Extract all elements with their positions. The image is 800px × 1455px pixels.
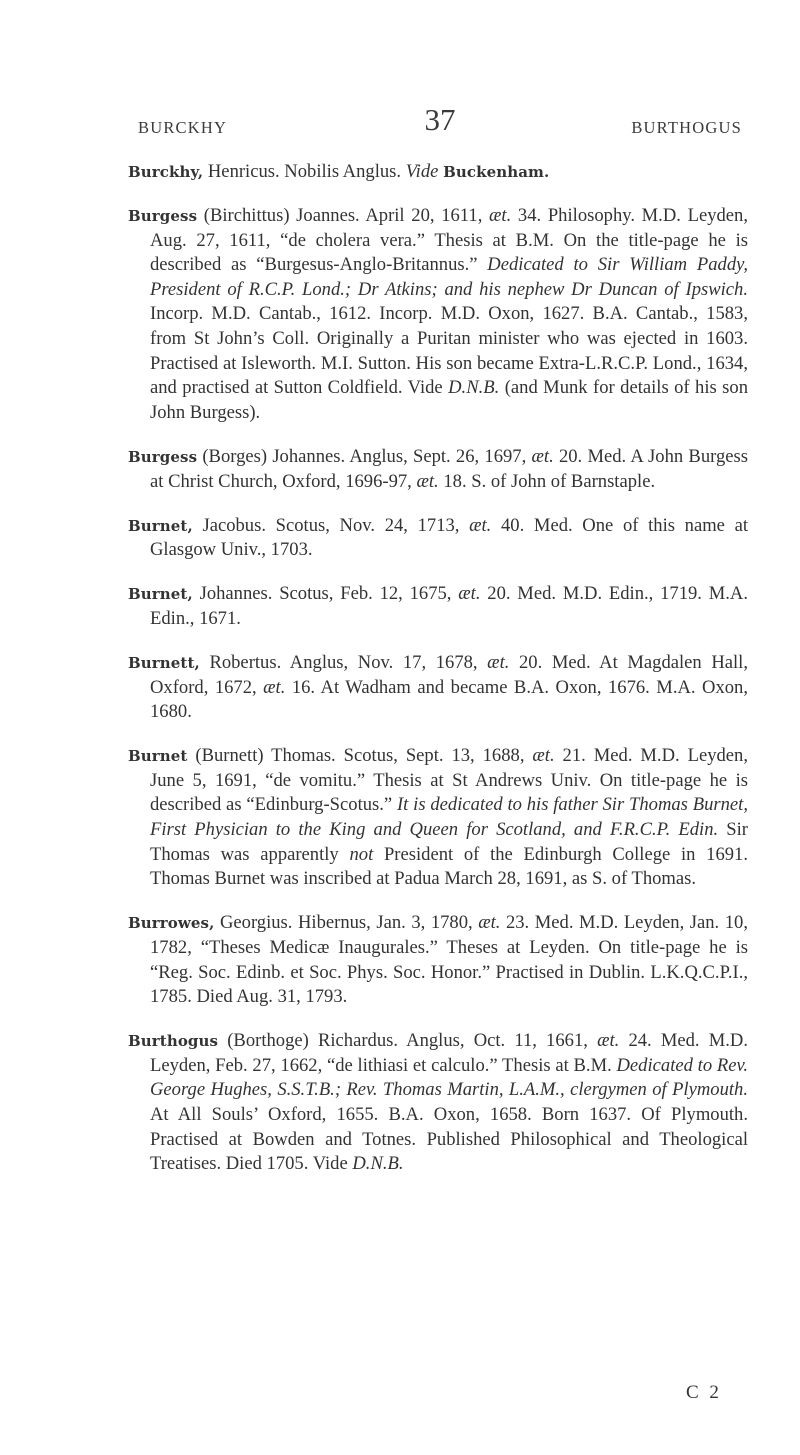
italic-text: æt. <box>531 445 554 467</box>
entry <box>128 744 748 892</box>
italic-text: æt. <box>478 912 501 934</box>
entry-text: 24. Med. M.D. Leyden, Feb. 27, 1662, “de lithiasi et calculo.” Thesis at B.M. <box>150 1030 748 1076</box>
entry-text: Incorp. M.D. Cantab., 1612. Incorp. M.D. Oxon, 1627. B.A. Cantab., 1583, from St John’s Coll. Originally a Puritan minister who was ejected in 1603. Practised at Isleworth. M.I. Sutton. His son became Extra-L.R.C.P. Lond., 1634, and practised at Sutton Coldfield. Vide <box>150 303 748 399</box>
entry-text: (Borthoge) Richardus. Anglus, Oct. 11, 1661, <box>218 1030 598 1052</box>
entry-text: (Birchittus) Joannes. April 20, 1611, <box>197 205 490 227</box>
entry-text: (Borges) Johannes. Anglus, Sept. 26, 1697, <box>197 445 532 467</box>
italic-text: æt. <box>469 514 492 536</box>
running-header <box>138 100 742 140</box>
entry-headword: Burnet, <box>128 585 193 604</box>
entry-text: (and Munk for details of his son John Burgess). <box>150 377 748 423</box>
entry <box>128 514 748 563</box>
italic-text: Vide <box>405 161 439 182</box>
entry-headword: Burgess <box>128 447 198 466</box>
entry <box>128 651 748 725</box>
entry-text: 18. S. of John of Barnstaple. <box>438 470 656 492</box>
entry-text: Jacobus. Scotus, Nov. 24, 1713, <box>192 514 470 536</box>
entry <box>128 204 748 425</box>
entry-text: 23. Med. M.D. Leyden, Jan. 10, 1782, “Theses Medicæ Inaugurales.” Theses at Leyden. On title-page he is “Reg. Soc. Edinb. et Soc. Phys. Soc. Honor.” Practised in Dublin. L.K.Q.C.P.I., 1785. Died Aug. 31, 1793. <box>150 912 748 1008</box>
entry-text: 20. Med. M.D. Edin., 1719. M.A. Edin., 1671. <box>150 583 748 629</box>
signature-mark: C 2 <box>686 1382 722 1403</box>
italic-text: æt. <box>458 583 481 605</box>
entry-headword: Burnett, <box>128 654 200 672</box>
entry-text: Sir Thomas was apparently <box>150 819 748 865</box>
entry-list <box>128 160 748 1196</box>
entry-headword: Burrowes, <box>128 914 215 933</box>
entry-text: Georgius. Hibernus, Jan. 3, 1780, <box>214 912 479 934</box>
entry-text: At All Souls’ Oxford, 1655. B.A. Oxon, 1658. Born 1637. Of Plymouth. Practised at Bowden and Totnes. Published Philosophical and Theological Treatises. Died 1705. Vide <box>150 1104 748 1175</box>
entry-text: 20. Med. A John Burgess at Christ Church, Oxford, 1696-97, <box>150 445 749 492</box>
italic-text: D.N.B. <box>352 1153 404 1175</box>
entry-text: President of the Edinburgh College in 1691. Thomas Burnet was inscribed at Padua March 28, 1691, as S. of Thomas. <box>150 843 748 890</box>
cross-reference: Buckenham. <box>443 163 550 181</box>
entry-text: 21. Med. M.D. Leyden, June 5, 1691, “de vomitu.” Thesis at St Andrews Univ. On title-page he is described as “Edinburg-Scotus.” <box>150 745 748 816</box>
entry-text: 40. Med. One of this name at Glasgow Univ., 1703. <box>150 514 748 561</box>
entry-text: Henricus. Nobilis Anglus. <box>203 161 406 182</box>
italic-text: æt. <box>597 1030 620 1052</box>
entry-headword: Burnet, <box>128 516 193 535</box>
entry-text: Robertus. Anglus, Nov. 17, 1678, <box>199 652 488 673</box>
entry-headword: Burckhy, <box>128 163 204 181</box>
entry-text: 20. Med. At Magdalen Hall, Oxford, 1672, <box>150 652 748 698</box>
header-right-catchword: BURTHOGUS <box>631 118 742 137</box>
entry <box>128 445 748 494</box>
entry-text: (Burnett) Thomas. Scotus, Sept. 13, 1688, <box>187 745 533 767</box>
entry-headword: Burnet <box>128 747 188 766</box>
italic-text: æt. <box>489 205 512 227</box>
entry-text: Johannes. Scotus, Feb. 12, 1675, <box>192 583 459 605</box>
italic-text: æt. <box>487 652 510 673</box>
entry-text: 16. At Wadham and became B.A. Oxon, 1676. M.A. Oxon, 1680. <box>150 676 748 723</box>
entry-headword: Burthogus <box>128 1032 219 1051</box>
italic-text: æt. <box>416 470 439 492</box>
entry <box>128 582 748 631</box>
entry <box>128 1029 748 1177</box>
italic-text: æt. <box>263 676 286 698</box>
header-left-catchword: BURCKHY <box>138 118 228 137</box>
page-number: 37 <box>424 102 456 137</box>
entry <box>128 911 748 1009</box>
italic-text: It is dedicated to his father Sir Thomas Burnet, First Physician to the King and Queen for Scotland, and F.R.C.P. Edin. <box>150 794 748 841</box>
entry-headword: Burgess <box>128 207 198 226</box>
entry <box>128 160 748 185</box>
italic-text: not <box>349 843 374 865</box>
italic-text: æt. <box>532 745 555 767</box>
italic-text: Dedicated to Sir William Paddy, President of R.C.P. Lond.; Dr Atkins; and his nephew Dr Duncan of Ipswich. <box>150 254 748 300</box>
italic-text: D.N.B. <box>448 377 500 399</box>
entry-text: 34. Philosophy. M.D. Leyden, Aug. 27, 1611, “de cholera vera.” Thesis at B.M. On the title-page he is described as “Burgesus-Anglo-Britannus.” <box>150 205 748 276</box>
italic-text: Dedicated to Rev. George Hughes, S.S.T.B.; Rev. Thomas Martin, L.A.M., clergymen of Plymouth. <box>150 1054 748 1101</box>
